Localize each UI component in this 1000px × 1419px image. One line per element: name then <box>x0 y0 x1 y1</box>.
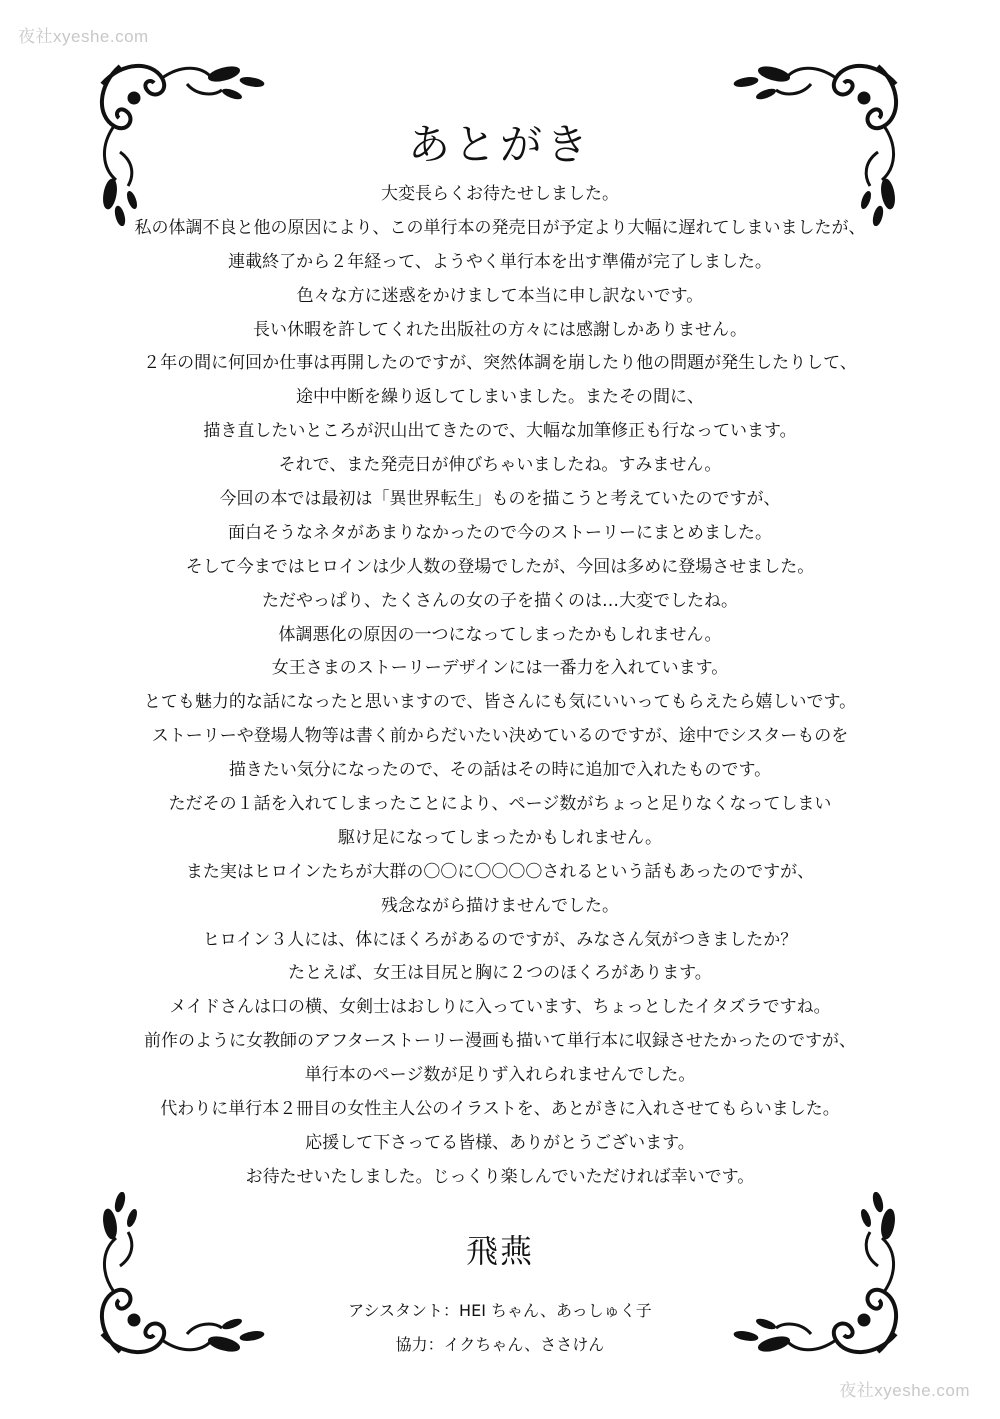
body-line: ただやっぱり、たくさんの女の子を描くのは…大変でしたね。 <box>262 590 738 611</box>
body-line: また実はヒロインたちが大群の〇〇に〇〇〇〇されるという話もあったのですが、 <box>185 861 815 882</box>
body-line: 描きたい気分になったので、その話はその時に追加で入れたものです。 <box>228 760 772 781</box>
body-line: それで、また発売日が伸びちゃいましたね。すみません。 <box>278 455 722 476</box>
afterword-body <box>0 178 1000 1195</box>
body-line: 連載終了から２年経って、ようやく単行本を出す準備が完了しました。 <box>228 251 772 272</box>
page-title: あとがき <box>407 120 592 169</box>
body-line: そして今まではヒロインは少人数の登場でしたが、今回は多めに登場させました。 <box>185 556 815 577</box>
body-line: ヒロイン３人には、体にほくろがあるのですが、みなさん気がつきましたか？ <box>202 929 798 950</box>
body-line: 駆け足になってしまったかもしれません。 <box>337 827 663 848</box>
body-line: ただその１話を入れてしまったことにより、ページ数がちょっと足りなくなってしまい <box>168 794 832 815</box>
body-line: 色々な方に迷惑をかけまして本当に申し訳ないです。 <box>296 285 704 306</box>
watermark-bottom: 夜社xyeshe.com <box>839 1381 970 1400</box>
body-line: メイドさんは口の横、女剣士はおしりに入っています、ちょっとしたイタズラですね。 <box>169 997 831 1018</box>
credit-assistant: アシスタント：HEI ちゃん、あっしゅく子 <box>348 1301 652 1320</box>
body-line: 長い休暇を許してくれた出版社の方々には感謝しかありません。 <box>252 319 748 340</box>
body-line: お待たせいたしました。じっくり楽しんでいただければ幸いです。 <box>245 1166 755 1187</box>
body-line: たとえば、女王は目尻と胸に２つのほくろがあります。 <box>288 963 712 984</box>
corner-ornament-bottom-right <box>726 1192 906 1362</box>
body-line: 描き直したいところが沢山出てきたので、大幅な加筆修正も行なっています。 <box>203 421 797 442</box>
body-line: 女王さまのストーリーデザインには一番力を入れています。 <box>271 658 729 679</box>
body-line: 単行本のページ数が足りず入れられませんでした。 <box>304 1065 696 1086</box>
author-name: 飛燕 <box>465 1232 534 1270</box>
body-line: ストーリーや登場人物等は書く前からだいたい決めているのですが、途中でシスターものを <box>151 726 849 747</box>
body-line: 大変長らくお待たせしました。 <box>381 184 619 204</box>
body-line: 面白そうなネタがあまりなかったので今のストーリーにまとめました。 <box>228 522 772 543</box>
body-line: 代わりに単行本２冊目の女性主人公のイラストを、あとがきに入れさせてもらいました。 <box>160 1099 840 1120</box>
body-line: とても魅力的な話になったと思いますので、皆さんにも気にいいってもらえたら嬉しいです。 <box>143 692 857 713</box>
watermark-top: 夜社xyeshe.com <box>18 27 149 46</box>
body-line: ２年の間に何回か仕事は再開したのですが、突然体調を崩したり他の問題が発生したりして、 <box>143 353 857 374</box>
body-line: 応援して下さってる皆様、ありがとうございます。 <box>305 1132 695 1153</box>
body-line: 途中中断を繰り返してしまいました。またその間に、 <box>296 387 704 408</box>
body-line: 私の体調不良と他の原因により、この単行本の発売日が予定より大幅に遅れてしまいましたが、 <box>134 217 866 238</box>
body-line: 体調悪化の原因の一つになってしまったかもしれません。 <box>278 624 722 645</box>
body-line: 前作のように女教師のアフターストーリー漫画も描いて単行本に収録させたかったのですが、 <box>144 1031 856 1052</box>
corner-ornament-bottom-left <box>92 1192 272 1362</box>
body-line: 残念ながら描けませんでした。 <box>381 895 619 916</box>
body-line: 今回の本では最初は「異世界転生」ものを描こうと考えていたのですが、 <box>219 489 781 510</box>
credit-cooperation: 協力：イクちゃん、ささけん <box>395 1335 605 1354</box>
